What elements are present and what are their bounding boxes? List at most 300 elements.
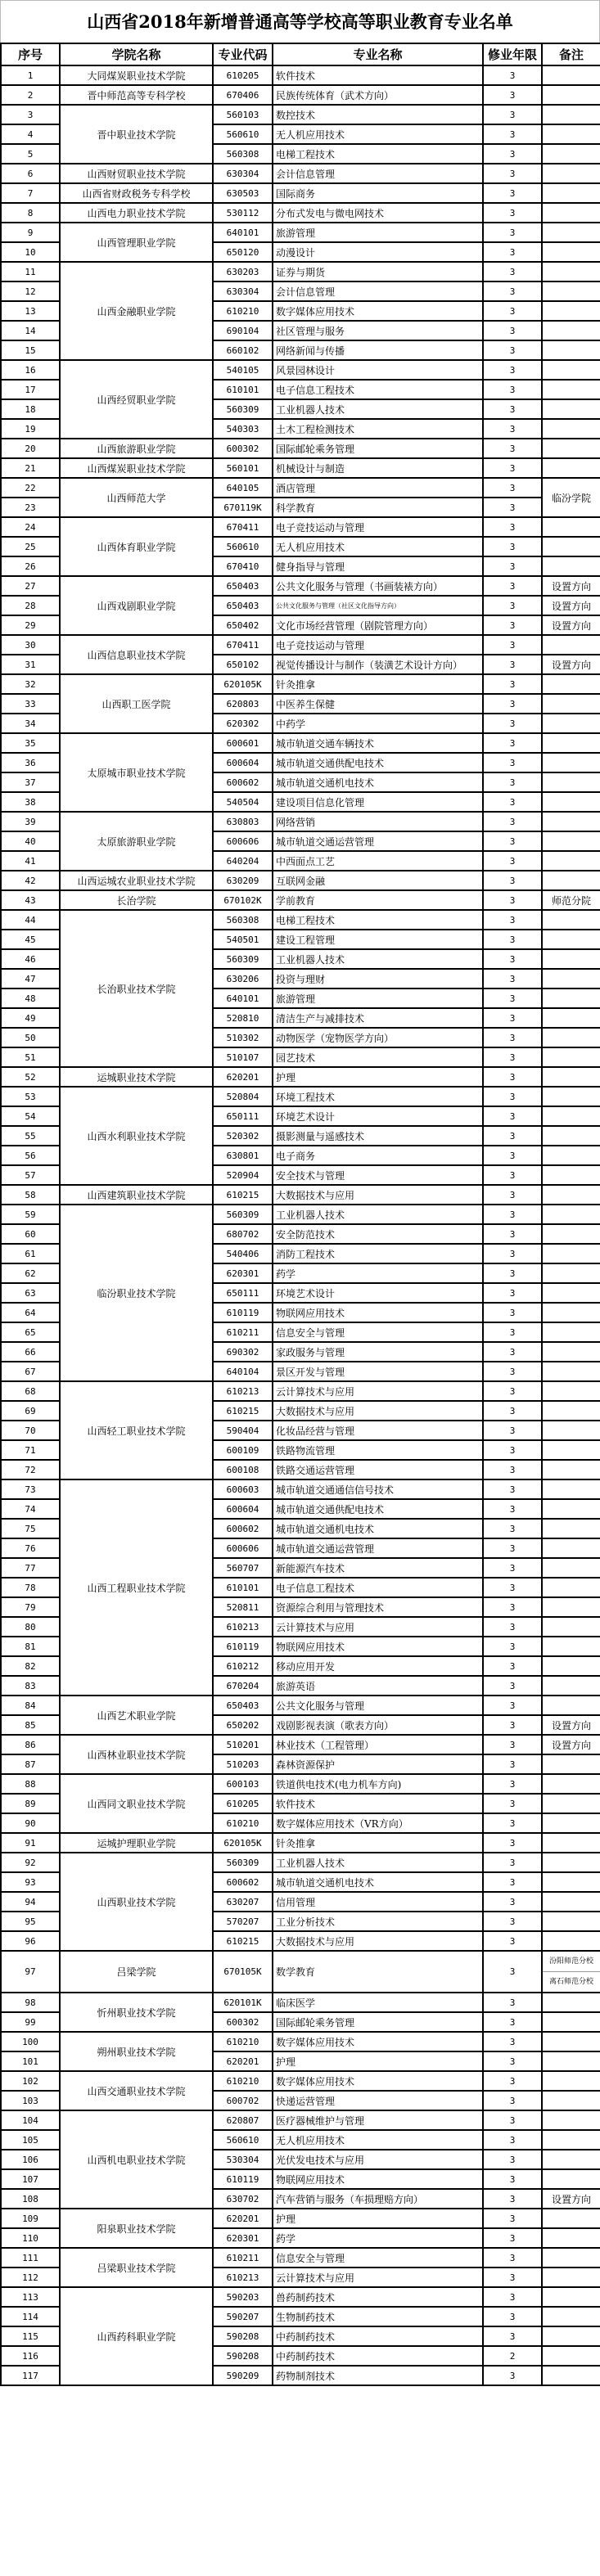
note-cell [542,2091,600,2110]
years-cell: 3 [483,1421,542,1440]
note-cell [542,1047,600,1067]
seq-cell: 81 [1,1637,60,1656]
note-cell [542,733,600,753]
code-cell: 620105K [213,674,273,694]
note-cell [542,242,600,262]
table-row [1,1853,600,1872]
major-cell: 云计算技术与应用 [273,2268,483,2287]
years-cell: 3 [483,792,542,812]
seq-cell: 20 [1,439,60,458]
code-cell: 670119K [213,498,273,517]
years-cell: 3 [483,1637,542,1656]
major-cell: 酒店管理 [273,478,483,498]
seq-cell: 34 [1,714,60,733]
code-cell: 560308 [213,144,273,164]
note-cell [542,1892,600,1912]
note-cell [542,380,600,399]
table-row [1,478,600,498]
code-cell: 520302 [213,1126,273,1146]
major-cell: 云计算技术与应用 [273,1617,483,1637]
code-cell: 560309 [213,949,273,969]
years-cell: 3 [483,851,542,871]
years-cell: 3 [483,772,542,792]
note-cell [542,203,600,223]
major-cell: 城市轨道交通机电技术 [273,1519,483,1538]
code-cell: 670105K [213,1951,273,1993]
years-cell: 3 [483,2071,542,2091]
note-cell [542,399,600,419]
table-row [1,458,600,478]
code-cell: 600602 [213,1519,273,1538]
seq-cell: 108 [1,2189,60,2209]
seq-cell: 86 [1,1735,60,1754]
major-cell: 大数据技术与应用 [273,1401,483,1421]
seq-cell: 17 [1,380,60,399]
note-cell [542,792,600,812]
code-cell: 600302 [213,2012,273,2032]
years-cell: 3 [483,694,542,714]
note-cell [542,144,600,164]
years-cell: 3 [483,203,542,223]
major-cell: 铁路物流管理 [273,1440,483,1460]
years-cell: 3 [483,517,542,537]
seq-cell: 92 [1,1853,60,1872]
school-name-cell: 运城护理职业学院 [60,1833,213,1853]
school-name-cell: 山西戏剧职业学院 [60,576,213,635]
years-cell: 3 [483,556,542,576]
seq-cell: 52 [1,1067,60,1087]
seq-cell: 88 [1,1774,60,1794]
seq-cell: 79 [1,1597,60,1617]
code-cell: 650120 [213,242,273,262]
note-cell [542,2228,600,2248]
years-cell: 3 [483,1303,542,1322]
major-cell: 森林资源保护 [273,1754,483,1774]
major-cell: 机械设计与制造 [273,458,483,478]
sub-note: 离石师范分校 [543,1971,600,1992]
seq-cell: 59 [1,1205,60,1224]
note-cell [542,772,600,792]
note-cell [542,537,600,556]
note-cell [542,2032,600,2051]
table-row [1,1993,600,2012]
code-cell: 610210 [213,301,273,321]
seq-cell: 58 [1,1185,60,1205]
years-cell: 3 [483,1381,542,1401]
major-cell: 社区管理与服务 [273,321,483,340]
major-cell: 城市轨道交通供配电技术 [273,753,483,772]
years-cell: 3 [483,2032,542,2051]
years-cell: 3 [483,2209,542,2228]
seq-cell: 30 [1,635,60,655]
note-cell [542,1519,600,1538]
note-cell [542,2012,600,2032]
seq-cell: 57 [1,1165,60,1185]
major-cell: 互联网金融 [273,871,483,890]
code-cell: 620301 [213,2228,273,2248]
code-cell: 670411 [213,517,273,537]
school-name-cell: 山西药科职业学院 [60,2287,213,2385]
school-name-cell: 山西金融职业学院 [60,262,213,360]
table-row [1,1205,600,1224]
years-cell: 3 [483,2150,542,2169]
note-cell: 设置方向 [542,2189,600,2209]
years-cell: 3 [483,969,542,989]
school-name-cell: 山西电力职业技术学院 [60,203,213,223]
code-cell: 560610 [213,2130,273,2150]
years-cell: 3 [483,223,542,242]
seq-cell: 113 [1,2287,60,2307]
seq-cell: 91 [1,1833,60,1853]
seq-cell: 51 [1,1047,60,1067]
major-cell: 化妆品经营与管理 [273,1421,483,1440]
code-cell: 630803 [213,812,273,831]
major-cell: 国际邮轮乘务管理 [273,2012,483,2032]
years-cell: 3 [483,1597,542,1617]
seq-cell: 111 [1,2248,60,2268]
note-cell [542,2307,600,2326]
code-cell: 640101 [213,989,273,1008]
note-cell [542,183,600,203]
years-cell: 3 [483,1872,542,1892]
years-cell: 3 [483,1833,542,1853]
seq-cell: 41 [1,851,60,871]
years-cell: 3 [483,714,542,733]
years-cell: 3 [483,1676,542,1696]
note-cell [542,124,600,144]
seq-cell: 28 [1,596,60,615]
note-cell [542,1951,600,1993]
seq-cell: 46 [1,949,60,969]
seq-cell: 54 [1,1106,60,1126]
note-cell [542,360,600,380]
seq-cell: 38 [1,792,60,812]
code-cell: 650111 [213,1283,273,1303]
major-cell: 电子竞技运动与管理 [273,635,483,655]
header-seq: 序号 [1,43,60,65]
years-cell: 3 [483,340,542,360]
note-cell [542,1696,600,1715]
school-name-cell: 晋中师范高等专科学校 [60,85,213,105]
major-cell: 软件技术 [273,1794,483,1813]
years-cell: 3 [483,1519,542,1538]
seq-cell: 48 [1,989,60,1008]
years-cell: 3 [483,910,542,930]
note-cell [542,1146,600,1165]
note-cell [542,694,600,714]
note-cell [542,2051,600,2071]
years-cell: 3 [483,144,542,164]
years-cell: 3 [483,262,542,281]
years-cell: 3 [483,1126,542,1146]
seq-cell: 93 [1,1872,60,1892]
major-cell: 信息安全与管理 [273,2248,483,2268]
major-cell: 视觉传播设计与制作（装潢艺术设计方向） [273,655,483,674]
years-cell: 3 [483,164,542,183]
code-cell: 600601 [213,733,273,753]
table-row [1,1696,600,1715]
seq-cell: 68 [1,1381,60,1401]
note-cell [542,1263,600,1283]
years-cell: 2 [483,2346,542,2366]
note-cell [542,1067,600,1087]
table-row [1,733,600,753]
code-cell: 640105 [213,478,273,498]
table-row [1,2110,600,2130]
major-cell: 科学教育 [273,498,483,517]
years-cell: 3 [483,1993,542,2012]
years-cell: 3 [483,989,542,1008]
years-cell: 3 [483,2110,542,2130]
seq-cell: 82 [1,1656,60,1676]
school-name-cell: 长治学院 [60,890,213,910]
years-cell: 3 [483,831,542,851]
school-name-cell: 山西机电职业技术学院 [60,2110,213,2209]
school-name-cell: 山西职工医学院 [60,674,213,733]
table-row [1,203,600,223]
school-name-cell: 运城职业技术学院 [60,1067,213,1087]
major-cell: 消防工程技术 [273,1244,483,1263]
table-row [1,223,600,242]
code-cell: 650402 [213,615,273,635]
years-cell: 3 [483,1853,542,1872]
years-cell: 3 [483,419,542,439]
code-cell: 670411 [213,635,273,655]
code-cell: 630801 [213,1146,273,1165]
note-cell [542,1499,600,1519]
major-cell: 铁道供电技术(电力机车方向) [273,1774,483,1794]
table-row [1,871,600,890]
seq-cell: 56 [1,1146,60,1165]
note-cell [542,753,600,772]
code-cell: 610210 [213,2071,273,2091]
code-cell: 600604 [213,753,273,772]
seq-cell: 10 [1,242,60,262]
years-cell: 3 [483,321,542,340]
major-cell: 分布式发电与微电网技术 [273,203,483,223]
school-name-cell: 山西交通职业技术学院 [60,2071,213,2110]
note-cell [542,1853,600,1872]
table-row [1,1774,600,1794]
major-cell: 医疗器械维护与管理 [273,2110,483,2130]
code-cell: 590209 [213,2366,273,2385]
note-cell [542,281,600,301]
school-name-cell: 山西工程职业技术学院 [60,1479,213,1696]
table-body [1,65,600,2385]
school-name-cell: 山西水利职业技术学院 [60,1087,213,1185]
school-name-cell: 晋中职业技术学院 [60,105,213,164]
years-cell: 3 [483,458,542,478]
major-cell: 电子竞技运动与管理 [273,517,483,537]
major-cell: 无人机应用技术 [273,537,483,556]
code-cell: 600103 [213,1774,273,1794]
school-name-cell: 忻州职业技术学院 [60,1993,213,2032]
note-cell [542,831,600,851]
seq-cell: 71 [1,1440,60,1460]
note-cell [542,1754,600,1774]
school-name-cell: 太原城市职业技术学院 [60,733,213,812]
seq-cell: 14 [1,321,60,340]
school-name-cell: 山西旅游职业学院 [60,439,213,458]
code-cell: 610210 [213,1813,273,1833]
years-cell: 3 [483,1146,542,1165]
seq-cell: 117 [1,2366,60,2385]
table-row [1,2287,600,2307]
table-row [1,1087,600,1106]
code-cell: 610213 [213,1381,273,1401]
seq-cell: 5 [1,144,60,164]
note-cell [542,635,600,655]
major-cell: 信息安全与管理 [273,1322,483,1342]
school-name-cell: 山西经贸职业学院 [60,360,213,439]
major-cell: 物联网应用技术 [273,1637,483,1656]
major-cell: 电梯工程技术 [273,910,483,930]
seq-cell: 37 [1,772,60,792]
years-cell: 3 [483,674,542,694]
header-row [1,43,600,65]
code-cell: 640101 [213,223,273,242]
years-cell: 3 [483,105,542,124]
major-cell: 数控技术 [273,105,483,124]
seq-cell: 19 [1,419,60,439]
table-row [1,517,600,537]
years-cell: 3 [483,1165,542,1185]
seq-cell: 70 [1,1421,60,1440]
code-cell: 560707 [213,1558,273,1578]
note-cell [542,1479,600,1499]
years-cell: 3 [483,635,542,655]
years-cell: 3 [483,930,542,949]
note-cell [542,2169,600,2189]
note-cell [542,1322,600,1342]
major-cell: 中药学 [273,714,483,733]
seq-cell: 61 [1,1244,60,1263]
seq-cell: 47 [1,969,60,989]
code-cell: 560610 [213,537,273,556]
table-row [1,183,600,203]
major-cell: 电子信息工程技术 [273,380,483,399]
school-name-cell: 山西师范大学 [60,478,213,517]
code-cell: 630304 [213,164,273,183]
years-cell: 3 [483,1401,542,1421]
code-cell: 540406 [213,1244,273,1263]
major-cell: 临床医学 [273,1993,483,2012]
major-cell: 工业机器人技术 [273,1853,483,1872]
years-cell: 3 [483,1362,542,1381]
code-cell: 630209 [213,871,273,890]
major-cell: 数学教育 [273,1951,483,1993]
note-cell [542,2071,600,2091]
years-cell: 3 [483,596,542,615]
table-row [1,635,600,655]
code-cell: 690302 [213,1342,273,1362]
header-years: 修业年限 [483,43,542,65]
seq-cell: 9 [1,223,60,242]
major-cell: 电子商务 [273,1146,483,1165]
years-cell: 3 [483,2326,542,2346]
code-cell: 590208 [213,2326,273,2346]
seq-cell: 78 [1,1578,60,1597]
code-cell: 610212 [213,1656,273,1676]
major-cell: 公共文化服务与管理（书画装裱方向） [273,576,483,596]
code-cell: 610215 [213,1401,273,1421]
seq-cell: 23 [1,498,60,517]
code-cell: 610211 [213,2248,273,2268]
table-row [1,439,600,458]
note-cell [542,1676,600,1696]
note-cell [542,1597,600,1617]
code-cell: 590208 [213,2346,273,2366]
note-cell [542,1440,600,1460]
seq-cell: 65 [1,1322,60,1342]
sub-note: 汾阳师范分校 [548,1957,593,1966]
years-cell: 3 [483,498,542,517]
seq-cell: 36 [1,753,60,772]
note-cell: 设置方向 [542,615,600,635]
major-cell: 网络新闻与传播 [273,340,483,360]
years-cell: 3 [483,1028,542,1047]
note-cell [542,2130,600,2150]
code-cell: 630207 [213,1892,273,1912]
seq-cell: 42 [1,871,60,890]
note-cell [542,105,600,124]
years-cell: 3 [483,2268,542,2287]
years-cell: 3 [483,1538,542,1558]
major-cell: 城市轨道交通通信信号技术 [273,1479,483,1499]
seq-cell: 45 [1,930,60,949]
code-cell: 520904 [213,1165,273,1185]
code-cell: 560308 [213,910,273,930]
years-cell: 3 [483,399,542,419]
code-cell: 620101K [213,1993,273,2012]
code-cell: 630503 [213,183,273,203]
major-cell: 家政服务与管理 [273,1342,483,1362]
major-cell: 中药制药技术 [273,2346,483,2366]
major-cell: 兽药制药技术 [273,2287,483,2307]
years-cell: 3 [483,85,542,105]
years-cell: 3 [483,1892,542,1912]
years-cell: 3 [483,281,542,301]
seq-cell: 43 [1,890,60,910]
major-cell: 大数据技术与应用 [273,1185,483,1205]
note-cell [542,714,600,733]
seq-cell: 60 [1,1224,60,1244]
note-cell [542,1087,600,1106]
seq-cell: 40 [1,831,60,851]
table-row [1,890,600,910]
major-cell: 投资与理财 [273,969,483,989]
major-cell: 工业机器人技术 [273,1205,483,1224]
years-cell: 3 [483,1715,542,1735]
school-name-cell: 山西省财政税务专科学校 [60,183,213,203]
code-cell: 620803 [213,694,273,714]
seq-cell: 12 [1,281,60,301]
seq-cell: 75 [1,1519,60,1538]
years-cell: 3 [483,124,542,144]
seq-cell: 106 [1,2150,60,2169]
major-cell: 中医养生保健 [273,694,483,714]
note-cell: 设置方向 [542,576,600,596]
years-cell: 3 [483,615,542,635]
years-cell: 3 [483,439,542,458]
years-cell: 3 [483,1578,542,1597]
note-cell [542,1244,600,1263]
code-cell: 630304 [213,281,273,301]
code-cell: 610205 [213,1794,273,1813]
major-cell: 建设工程管理 [273,930,483,949]
code-cell: 680702 [213,1224,273,1244]
code-cell: 620301 [213,1263,273,1283]
